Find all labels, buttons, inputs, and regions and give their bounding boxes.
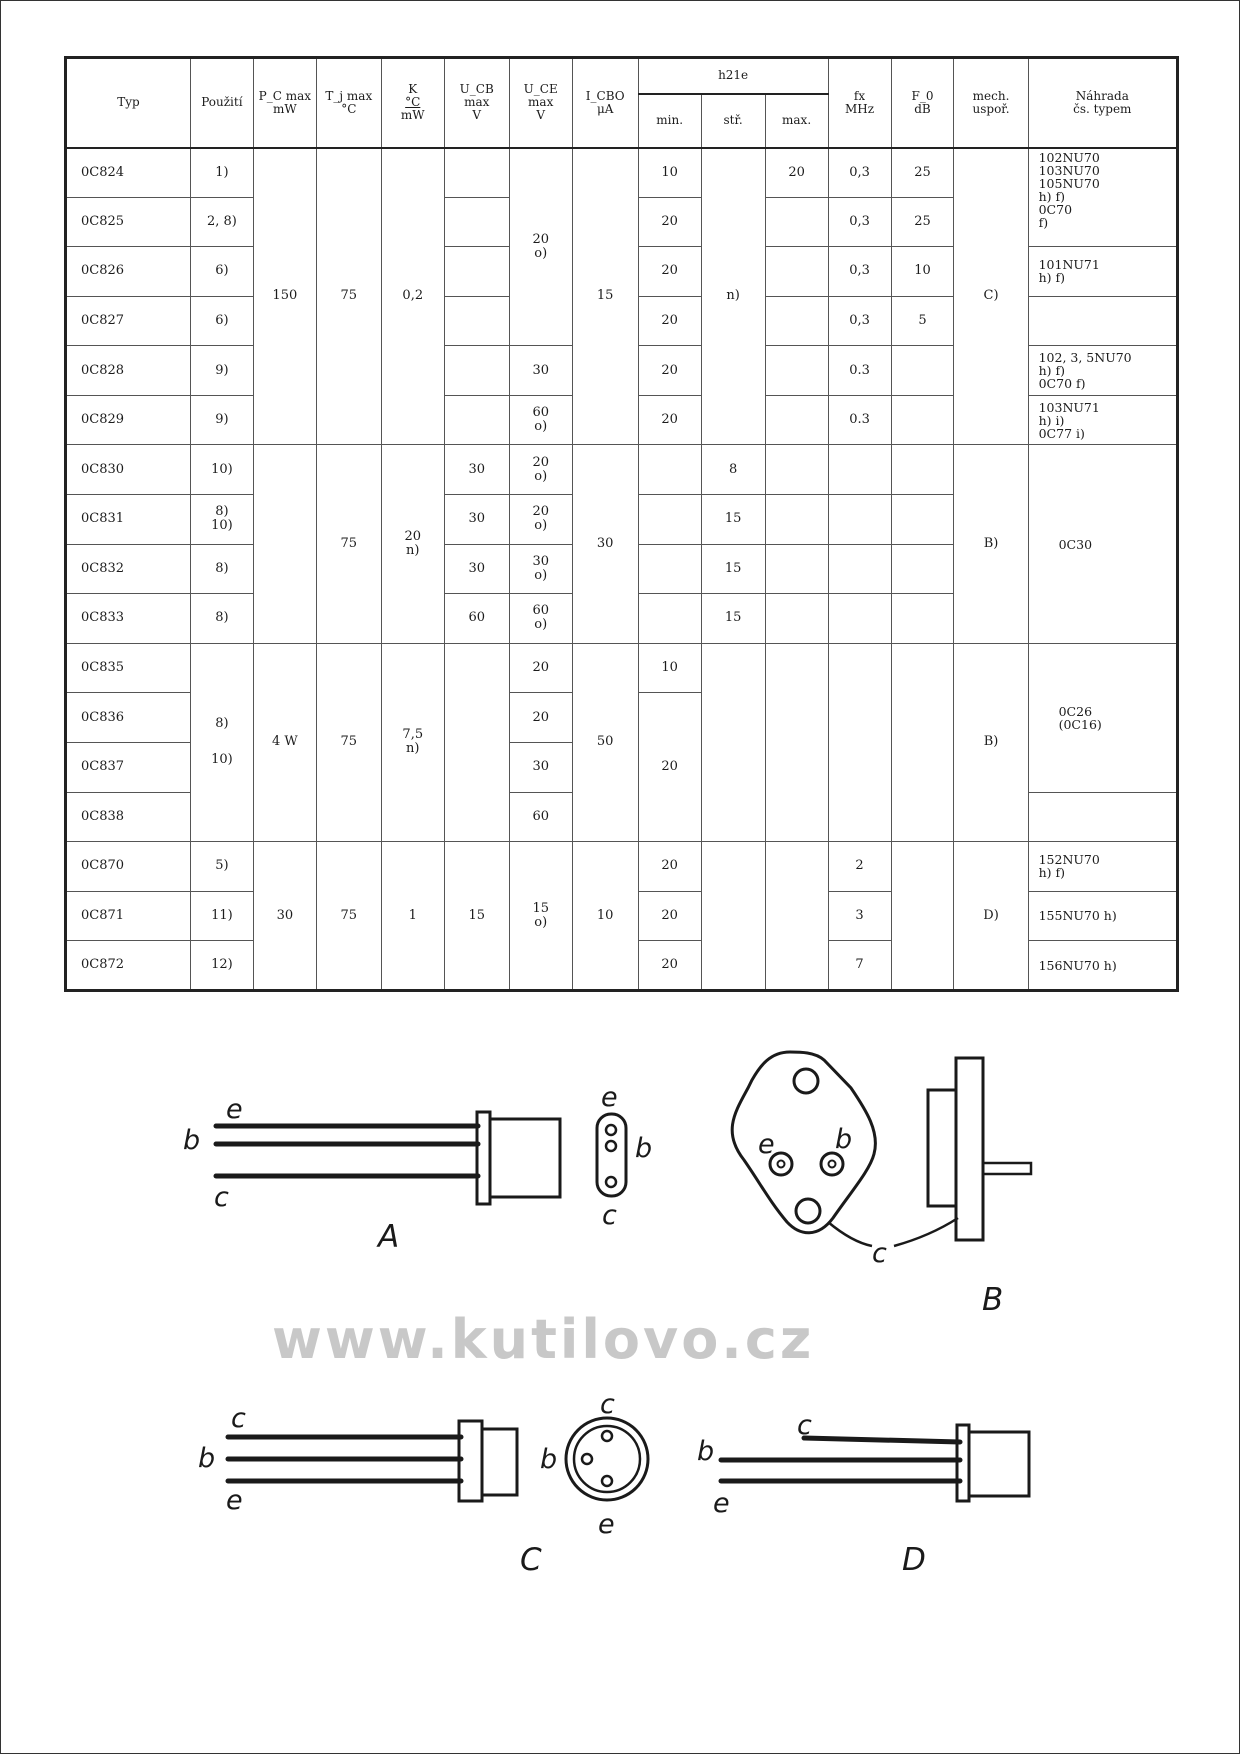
cell-typ: 0C833	[66, 594, 191, 644]
transistor-lead-icon	[721, 1438, 960, 1481]
cell-h-str: 15	[701, 495, 765, 545]
header-mech-1: mech.	[972, 88, 1010, 103]
figure-label-c: C	[520, 1542, 542, 1578]
pin-label-b: b	[835, 1124, 853, 1155]
header-uce-name: U_CE	[523, 82, 558, 97]
header-pc-name: P_C max	[258, 88, 312, 103]
header-nahrada-1: Náhrada	[1075, 88, 1129, 103]
cell-h-min: 20	[638, 693, 701, 842]
cell-uce: 15 o)	[509, 842, 572, 991]
figure-b	[732, 1052, 1031, 1318]
cell-typ: 0C825	[66, 197, 191, 247]
cell-k-value: 20	[404, 529, 422, 545]
cell-h-min: 10	[638, 148, 701, 198]
header-ucb-name: U_CB	[459, 82, 494, 97]
cell-nahrada: 102NU70 103NU70 105NU70 h) f) 0C70 f)	[1028, 148, 1177, 247]
header-ucb-unit: V	[472, 108, 482, 123]
cell-h-min: 20	[638, 247, 701, 297]
cell-uce: 30	[509, 742, 572, 792]
side-flange-icon	[956, 1058, 983, 1240]
cell-typ: 0C836	[66, 693, 191, 743]
cell-mech: B)	[954, 445, 1028, 643]
cell-tj: 75	[316, 148, 381, 445]
cell-fx: 0,3	[828, 296, 891, 346]
cell-h-min: 20	[638, 842, 701, 892]
header-icbo-unit: μA	[596, 101, 614, 116]
cell-typ: 0C835	[66, 643, 191, 693]
cell-nahrada: 155NU70 h)	[1028, 891, 1177, 941]
cell-fx: 7	[828, 941, 891, 991]
can-body-icon	[490, 1119, 560, 1197]
oval-end-view-icon	[597, 1114, 626, 1196]
pin-label-e: e	[226, 1094, 243, 1125]
pin-label-e: e	[226, 1485, 243, 1516]
cell-pouziti: 5)	[190, 842, 253, 892]
end-pin-label-c: c	[602, 1200, 617, 1231]
header-k-unit2: mW	[400, 108, 425, 123]
cell-nahrada: 156NU70 h)	[1028, 941, 1177, 991]
cell-uce: 60	[509, 792, 572, 842]
cell-pc: 30	[253, 842, 316, 991]
pin-label-e: e	[758, 1129, 775, 1160]
cell-typ: 0C871	[66, 891, 191, 941]
cell-k: 1	[381, 842, 444, 991]
cell-fx: 0,3	[828, 247, 891, 297]
cell-h-max: 20	[765, 148, 828, 198]
cell-nahrada: 0C30	[1028, 445, 1177, 643]
cell-pouziti: 8)	[190, 544, 253, 594]
cell-h-min: 20	[638, 395, 701, 445]
cell-k: 0,2	[381, 148, 444, 445]
cell-k-value: 7,5	[402, 727, 424, 743]
mounting-hole-icon	[794, 1069, 818, 1093]
pin-label-c: c	[214, 1182, 229, 1213]
cell-uce: 30	[509, 346, 572, 396]
cell-typ: 0C832	[66, 544, 191, 594]
cell-uce: 20	[509, 693, 572, 743]
figure-c	[198, 1389, 648, 1578]
cell-uce: 20 o)	[509, 148, 572, 346]
header-tj-name: T_j max	[325, 88, 373, 103]
cell-typ: 0C837	[66, 742, 191, 792]
cell-icbo: 50	[572, 643, 638, 841]
watermark: www.kutilovo.cz	[272, 1308, 815, 1371]
figure-label-d: D	[902, 1542, 926, 1578]
cell-k-note: n)	[406, 741, 420, 757]
cell-mech: C)	[954, 148, 1028, 445]
cell-fx: 3	[828, 891, 891, 941]
header-pc-unit: mW	[272, 101, 297, 116]
figure-d	[697, 1410, 1029, 1578]
cell-nahrada: 152NU70 h) f)	[1028, 842, 1177, 892]
end-pin-label-b: b	[540, 1444, 558, 1475]
cell-ucb: 60	[444, 594, 509, 644]
cell-h-min: 20	[638, 346, 701, 396]
cell-fx: 0.3	[828, 346, 891, 396]
cell-pc: 4 W	[253, 643, 316, 841]
cell-typ: 0C830	[66, 445, 191, 495]
pin-label-e: e	[713, 1488, 730, 1519]
header-icbo-name: I_CBO	[585, 88, 625, 103]
cell-pouziti: 9)	[190, 395, 253, 445]
header-h-max: max.	[765, 94, 828, 148]
cell-tj: 75	[316, 842, 381, 991]
cell-nahrada: 102, 3, 5NU70 h) f) 0C70 f)	[1028, 346, 1177, 396]
cell-h-str: 8	[701, 445, 765, 495]
cell-pouziti: 9)	[190, 346, 253, 396]
cell-uce: 30 o)	[509, 544, 572, 594]
cell-fx: 2	[828, 842, 891, 892]
cell-pouziti: 2, 8)	[190, 197, 253, 247]
cell-tj: 75	[316, 643, 381, 841]
pin-label-c: c	[872, 1238, 887, 1269]
header-mech-2: uspoř.	[972, 101, 1010, 116]
cell-nahrada: 0C26 (0C16)	[1028, 643, 1177, 792]
cell-h-str: 15	[701, 544, 765, 594]
cell-h-min: 20	[638, 941, 701, 991]
cell-pouziti: 6)	[190, 296, 253, 346]
header-fx-unit: MHz	[845, 101, 875, 116]
header-uce-unit: V	[536, 108, 546, 123]
cell-tj: 75	[316, 445, 381, 643]
cell-icbo: 10	[572, 842, 638, 991]
figure-a	[183, 1082, 652, 1255]
cell-h-str: n)	[701, 148, 765, 445]
end-pin-label-c: c	[600, 1389, 615, 1420]
cell-typ: 0C828	[66, 346, 191, 396]
pin-label-c: c	[797, 1410, 812, 1441]
cell-icbo: 15	[572, 148, 638, 445]
pin-label-b: b	[697, 1436, 715, 1467]
cell-pouziti: 8) 10)	[190, 643, 253, 841]
transistor-lead-icon	[216, 1126, 478, 1176]
cell-typ: 0C872	[66, 941, 191, 991]
cell-typ: 0C826	[66, 247, 191, 297]
cell-uce: 20 o)	[509, 495, 572, 545]
pin-label-b: b	[198, 1443, 216, 1474]
can-body-icon	[969, 1432, 1029, 1496]
cell-pouziti: 11)	[190, 891, 253, 941]
cell-fo: 5	[891, 296, 954, 346]
power-package-outline-icon	[732, 1052, 875, 1233]
header-uce-sub: max	[528, 95, 554, 110]
cell-fo: 25	[891, 148, 954, 198]
header-h-str: stř.	[701, 94, 765, 148]
cell-fo: 25	[891, 197, 954, 247]
header-k-name: K	[408, 82, 418, 97]
header-pouziti: Použití	[190, 58, 253, 148]
header-k-unit1: °C	[405, 95, 421, 110]
cell-icbo: 30	[572, 445, 638, 643]
cell-h-min: 10	[638, 643, 701, 693]
end-pin-label-e: e	[598, 1509, 615, 1540]
can-body-icon	[482, 1429, 517, 1495]
cell-pouziti: 12)	[190, 941, 253, 991]
mounting-hole-icon	[796, 1199, 820, 1223]
cell-ucb: 30	[444, 445, 509, 495]
header-nahrada-2: čs. typem	[1073, 101, 1132, 116]
flange-icon	[957, 1425, 969, 1501]
end-pin-label-b: b	[635, 1133, 653, 1164]
cell-mech: D)	[954, 842, 1028, 991]
cell-uce: 60 o)	[509, 395, 572, 445]
pin-label-b: b	[183, 1125, 201, 1156]
cell-typ: 0C838	[66, 792, 191, 842]
cell-typ: 0C827	[66, 296, 191, 346]
end-pin-label-e: e	[601, 1082, 618, 1113]
header-tj-unit: °C	[341, 101, 357, 116]
cell-typ: 0C870	[66, 842, 191, 892]
cell-h-min: 20	[638, 891, 701, 941]
cell-typ: 0C831	[66, 495, 191, 545]
cell-fx: 0,3	[828, 197, 891, 247]
cell-typ: 0C824	[66, 148, 191, 198]
cell-ucb: 15	[444, 842, 509, 991]
pin-b-icon	[821, 1153, 843, 1175]
cell-k-note: n)	[406, 543, 420, 559]
cell-pouziti: 8)	[190, 594, 253, 644]
cell-fx: 0.3	[828, 395, 891, 445]
cell-fo: 10	[891, 247, 954, 297]
header-ucb-sub: max	[464, 95, 490, 110]
cell-pouziti: 6)	[190, 247, 253, 297]
cell-pouziti: 10)	[190, 445, 253, 495]
cell-uce: 20	[509, 643, 572, 693]
figure-label-b: B	[982, 1282, 1004, 1318]
cell-pouziti: 1)	[190, 148, 253, 198]
cell-fx: 0,3	[828, 148, 891, 198]
cell-nahrada: 103NU71 h) i) 0C77 i)	[1028, 395, 1177, 445]
transistor-lead-icon	[228, 1437, 461, 1481]
cell-mech: B)	[954, 643, 1028, 841]
cell-h-min: 20	[638, 197, 701, 247]
cell-h-min: 20	[638, 296, 701, 346]
figure-label-a: A	[378, 1219, 400, 1255]
cell-pc: 150	[253, 148, 316, 445]
header-typ: Typ	[66, 58, 191, 148]
cell-uce: 60 o)	[509, 594, 572, 644]
side-stud-icon	[983, 1163, 1031, 1174]
cell-ucb: 30	[444, 544, 509, 594]
header-fx-name: fx	[853, 88, 866, 103]
cell-h-str: 15	[701, 594, 765, 644]
cell-ucb: 30	[444, 495, 509, 545]
cell-uce: 20 o)	[509, 445, 572, 495]
cell-pouziti: 8) 10)	[190, 495, 253, 545]
cell-typ: 0C829	[66, 395, 191, 445]
pin-label-c: c	[231, 1403, 246, 1434]
header-h21e: h21e	[638, 58, 828, 94]
cell-nahrada: 101NU71 h) f)	[1028, 247, 1177, 297]
header-h-min: min.	[638, 94, 701, 148]
side-body-icon	[928, 1090, 956, 1206]
header-fo-name: F_0	[911, 88, 934, 103]
header-fo-unit: dB	[914, 101, 931, 116]
